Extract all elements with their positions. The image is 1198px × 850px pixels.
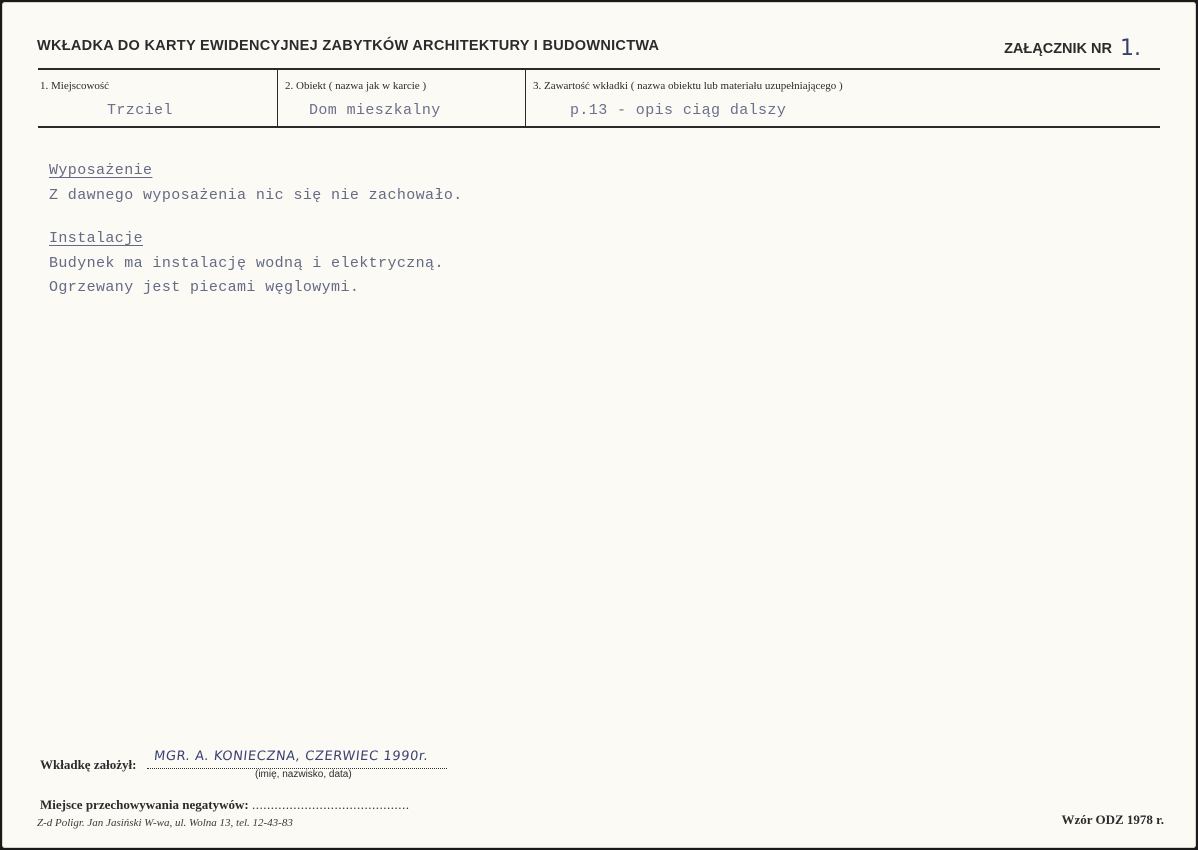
section-text-installations-2: Ogrzewany jest piecami węglowymi.: [49, 279, 360, 296]
section-text-equipment: Z dawnego wyposażenia nic się nie zachowało.: [49, 187, 463, 204]
negatives-label: [40, 797, 409, 813]
section-heading-equipment: Wyposażenie: [49, 162, 153, 179]
negatives-dotted-line: ..........................................: [251, 797, 410, 812]
annex-number: [1004, 34, 1141, 59]
field-label-object: 2. Obiekt ( nazwa jak w karcie ): [285, 80, 427, 92]
header-top-rule: [38, 68, 1160, 70]
founder-hint: (imię, nazwisko, data): [255, 769, 352, 780]
form-model: Wzór ODZ 1978 r.: [1061, 812, 1164, 827]
field-divider-1: [277, 70, 278, 126]
field-value-locality: Trzciel: [107, 102, 173, 119]
negatives-label-text: Miejsce przechowywania negatywów:: [40, 797, 249, 812]
field-label-contents: 3. Zawartość wkładki ( nazwa obiektu lub materiału uzupełniającego ): [533, 80, 843, 92]
record-insert-card: [2, 2, 1196, 848]
founder-handwritten-entry: MGR. A. KONIECZNA, CZERWIEC 1990r.: [153, 749, 430, 764]
field-divider-2: [525, 70, 526, 126]
founder-label: Wkładkę założył:: [40, 757, 137, 772]
section-heading-installations: Instalacje: [49, 230, 144, 247]
field-label-locality: 1. Miejscowość: [40, 80, 110, 92]
annex-label: ZAŁĄCZNIK NR: [1004, 41, 1112, 57]
section-text-installations-1: Budynek ma instalację wodną i elektryczną.: [49, 255, 444, 272]
header-bottom-rule: [38, 126, 1160, 128]
annex-number-value: 1.: [1120, 36, 1141, 61]
field-value-contents: p.13 - opis ciąg dalszy: [570, 102, 787, 119]
field-value-object: Dom mieszkalny: [309, 102, 441, 119]
printer-imprint: Z-d Poligr. Jan Jasiński W-wa, ul. Wolna 13, tel. 12-43-83: [37, 817, 293, 829]
form-title: WKŁADKA DO KARTY EWIDENCYJNEJ ZABYTKÓW ARCHITEKTURY I BUDOWNICTWA: [37, 38, 660, 54]
